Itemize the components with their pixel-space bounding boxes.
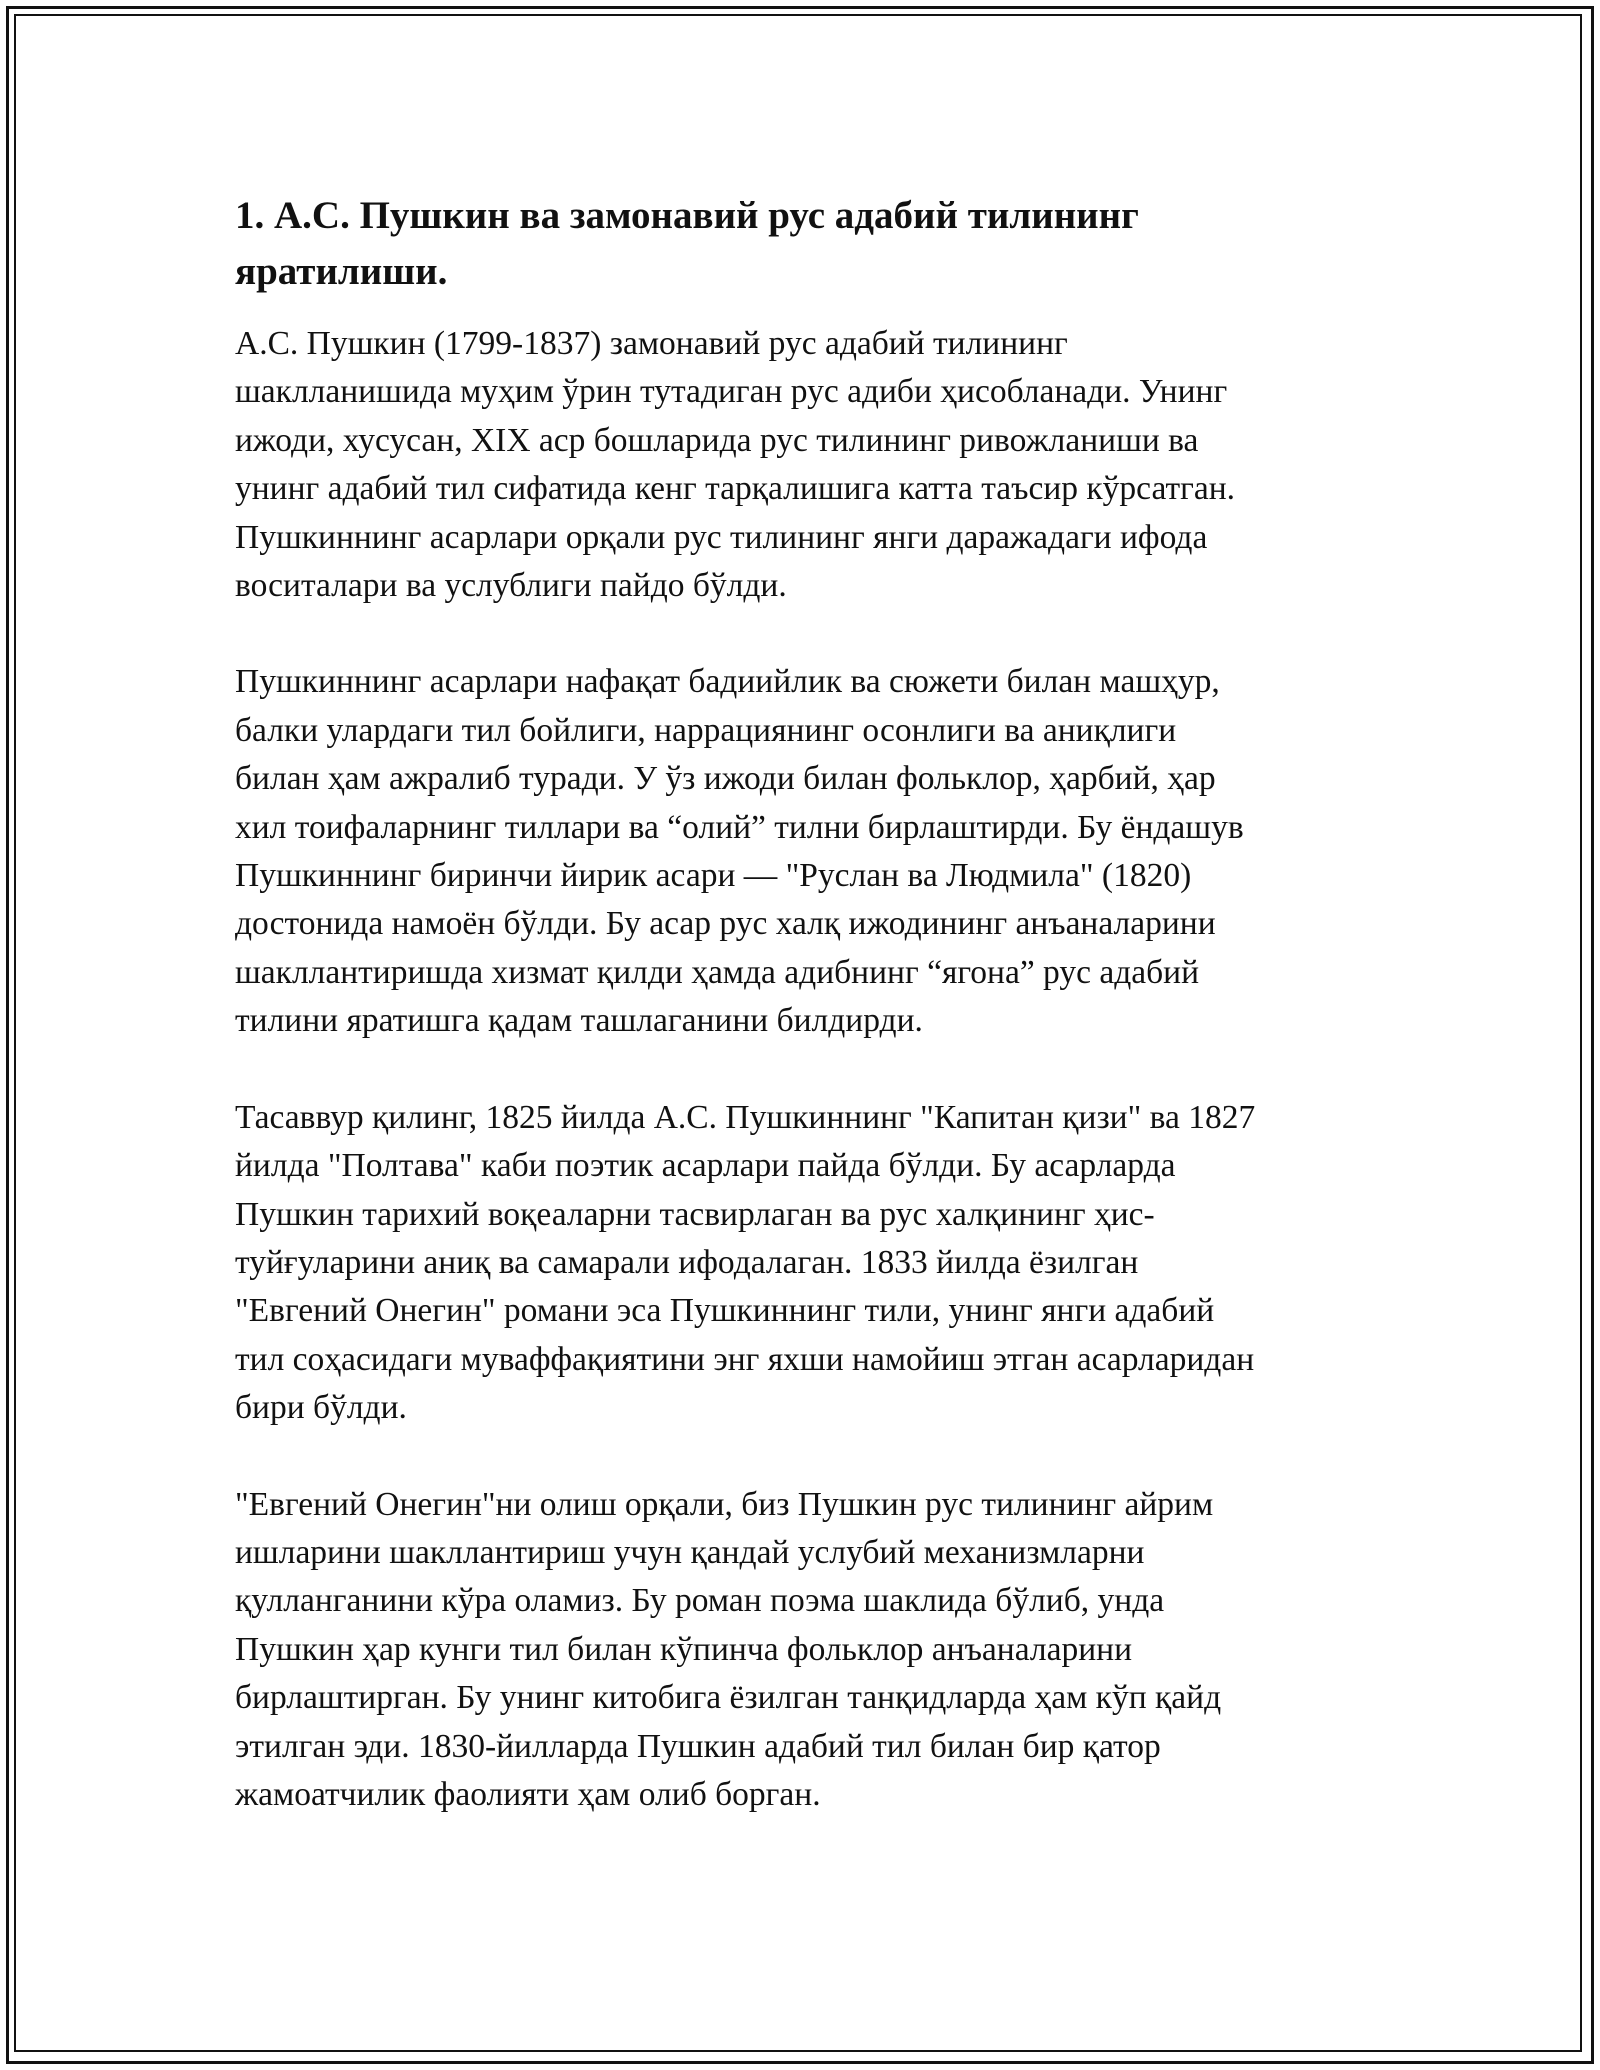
paragraph-line: Пушкиннинг асарлари орқали рус тилининг янги даражадаги ифода	[235, 518, 1208, 556]
paragraph-line: тилини яратишга қадам ташлаганини билдирди.	[235, 1002, 923, 1040]
paragraph-line: ишларини шакллантириш учун қандай услубий механизмларни	[235, 1533, 1145, 1571]
paragraph-line: этилган эди. 1830-йилларда Пушкин адабий тил билан бир қатор	[235, 1727, 1161, 1765]
paragraph-line: йилда "Полтава" каби поэтик асарлари пайда бўлди. Бу асарларда	[235, 1147, 1176, 1185]
section-heading	[235, 188, 1385, 300]
paragraph-line: унинг адабий тил сифатида кенг тарқалишига катта таъсир кўрсатган.	[235, 470, 1236, 508]
paragraph-line: хил тоифаларнинг тиллари ва “олий” тилни бирлаштирди. Бу ёндашув	[235, 808, 1244, 846]
paragraph-line: тил соҳасидаги муваффақиятини энг яхши намойиш этган асарларидан	[235, 1340, 1255, 1378]
paragraph-line: достонида намоён бўлди. Бу асар рус халқ ижодининг анъаналарини	[235, 905, 1216, 943]
paragraph-line: туйғуларини аниқ ва самарали ифодалаган. 1833 йилда ёзилган	[235, 1243, 1139, 1281]
paragraph-list	[235, 320, 1385, 1819]
paragraph-line: ижоди, хусусан, XIX аср бошларида рус тилининг ривожланиши ва	[235, 421, 1199, 459]
paragraph-line: Пушкин ҳар кунги тил билан кўпинча фольклор анъаналарини	[235, 1630, 1133, 1668]
paragraph-line: жамоатчилик фаолияти ҳам олиб борган.	[235, 1775, 821, 1813]
paragraph-line: Пушкиннинг асарлари нафақат бадиийлик ва сюжети билан машҳур,	[235, 663, 1220, 701]
paragraph-line: шаклланишида муҳим ўрин тутадиган рус адиби ҳисобланади. Унинг	[235, 373, 1228, 411]
paragraph	[235, 1481, 1385, 1820]
paragraph-line: "Евгений Онегин"ни олиш орқали, биз Пушкин рус тилининг айрим	[235, 1485, 1214, 1523]
paragraph	[235, 658, 1385, 1045]
paragraph-line: А.С. Пушкин (1799-1837) замонавий рус адабий тилининг	[235, 325, 1068, 362]
paragraph-line: шакллантиришда хизмат қилди ҳамда адибнинг “ягона” рус адабий	[235, 953, 1200, 991]
paragraph	[235, 320, 1385, 610]
paragraph-line: бири бўлди.	[235, 1389, 407, 1427]
paragraph-line: воситалари ва услублиги пайдо бўлди.	[235, 567, 787, 605]
document-body	[235, 188, 1385, 1867]
paragraph-line: балки улардаги тил бойлиги, наррациянинг осонлиги ва аниқлиги	[235, 711, 1177, 749]
paragraph-line: Пушкин тарихий воқеаларни тасвирлаган ва рус халқининг ҳис-	[235, 1195, 1155, 1233]
paragraph-line: бирлаштирган. Бу унинг китобига ёзилган танқидларда ҳам кўп қайд	[235, 1679, 1222, 1717]
paragraph-line: қулланганини кўра оламиз. Бу роман поэма шаклида бўлиб, унда	[235, 1582, 1165, 1620]
heading-line: яратилиши.	[235, 250, 448, 293]
paragraph-line: билан ҳам ажралиб туради. У ўз ижоди билан фольклор, ҳарбий, ҳар	[235, 760, 1216, 798]
paragraph-line: Пушкиннинг биринчи йирик асари — "Руслан ва Людмила" (1820)	[235, 857, 1192, 895]
paragraph-line: Тасаввур қилинг, 1825 йилда А.С. Пушкиннинг "Капитан қизи" ва 1827	[235, 1098, 1256, 1136]
heading-line: 1. А.С. Пушкин ва замонавий рус адабий тилининг	[235, 194, 1139, 237]
paragraph-line: "Евгений Онегин" романи эса Пушкиннинг тили, унинг янги адабий	[235, 1292, 1215, 1330]
paragraph	[235, 1094, 1385, 1433]
